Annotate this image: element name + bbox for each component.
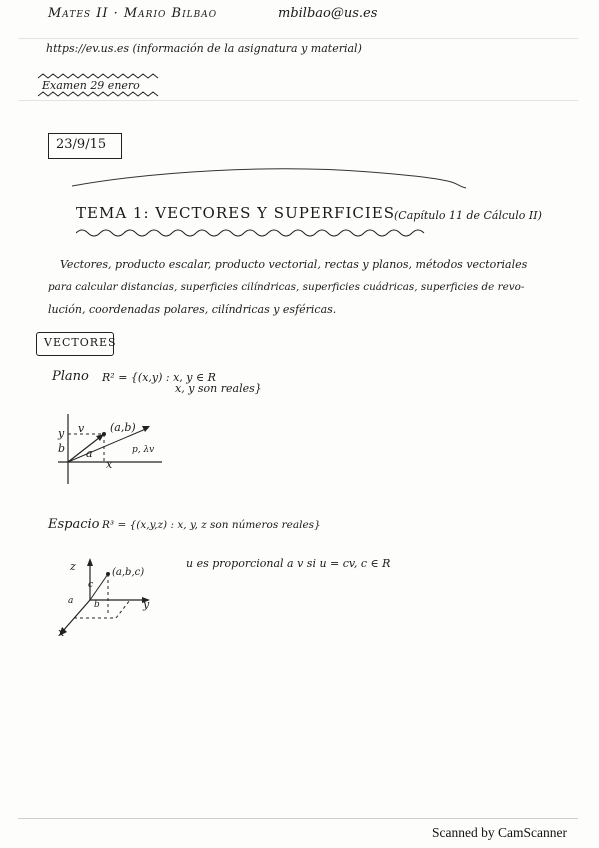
- intro-line-1: Vectores, producto escalar, producto vectorial, rectas y planos, métodos vectoriales: [60, 258, 528, 271]
- plane-point-label: (a,b): [110, 421, 136, 434]
- intro-line-3: lución, coordenadas polares, cilíndricas y esféricas.: [48, 303, 337, 316]
- point-a-b: [102, 432, 106, 436]
- separator-line: [70, 158, 470, 192]
- course-header: Mates II · Mario Bilbao: [48, 6, 218, 21]
- space-z-arrowhead: [87, 558, 93, 566]
- plane-v-label: v: [78, 422, 85, 435]
- space-a-label: a: [68, 596, 74, 606]
- plane-a-label: a: [86, 447, 93, 460]
- scanner-watermark: Scanned by CamScanner: [432, 825, 567, 840]
- topic-reference: (Capítulo 11 de Cálculo II): [394, 209, 542, 222]
- space-point-label: (a,b,c): [112, 567, 145, 578]
- vector-lambda-v-arrowhead: [142, 426, 150, 432]
- ruled-line: [18, 100, 578, 101]
- space-z-label: z: [70, 560, 76, 573]
- plano-set-definition: R² = {(x,y) : x, y ∈ R: [102, 371, 216, 384]
- ruled-line: [18, 38, 578, 39]
- space-x-axis: [62, 600, 90, 632]
- space-y-label: y: [143, 598, 150, 611]
- date-text: 23/9/15: [56, 137, 107, 152]
- plane-y-label: y: [58, 427, 65, 440]
- exam-date-note: Examen 29 enero: [42, 79, 140, 92]
- plane-x-label: x: [106, 458, 113, 471]
- topic-title: TEMA 1: VECTORES Y SUPERFICIES: [76, 204, 396, 222]
- espacio-set-definition: R³ = {(x,y,z) : x, y, z son números reales}: [102, 519, 321, 531]
- title-wavy-underline: [76, 226, 476, 240]
- proportional-note: u es proporcional a v si u = cv, c ∈ R: [186, 557, 391, 570]
- space-c-label: c: [88, 580, 94, 590]
- plane-lambda-label: p, λv: [132, 445, 155, 455]
- email: mbilbao@us.es: [278, 6, 378, 21]
- plane-b-label: b: [58, 442, 66, 455]
- course-url-line: https://ev.us.es (información de la asignatura y material): [46, 42, 362, 55]
- ruled-line: [18, 818, 578, 819]
- intro-line-2: para calcular distancias, superficies cilíndricas, superficies cuádricas, superficies de revo-: [48, 281, 525, 293]
- point-a-b-c: [106, 572, 110, 576]
- space-b-label: b: [94, 600, 100, 610]
- plano-set-condition: x, y son reales}: [175, 382, 262, 395]
- plano-label: Plano: [52, 369, 89, 384]
- space-x-label: x: [58, 626, 65, 639]
- section-label: VECTORES: [44, 336, 117, 349]
- space-projection-b: [116, 600, 130, 618]
- espacio-label: Espacio: [48, 517, 100, 532]
